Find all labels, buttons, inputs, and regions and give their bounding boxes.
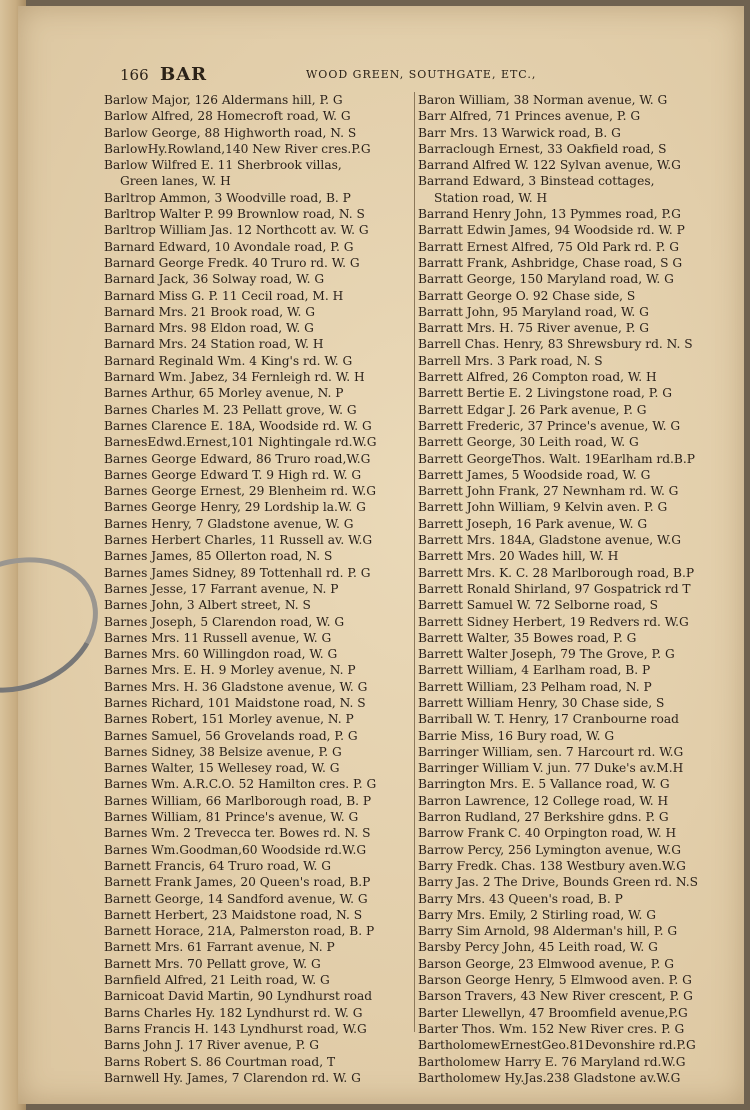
directory-entry: Barnes Arthur, 65 Morley avenue, N. P <box>104 386 344 401</box>
directory-entry: Barrand Edward, 3 Binstead cottages, <box>418 174 655 189</box>
directory-entry: Barron Rudland, 27 Berkshire gdns. P. G <box>418 810 669 825</box>
directory-entry: Barrett Walter, 35 Bowes road, P. G <box>418 630 637 645</box>
directory-entry: Barr Mrs. 13 Warwick road, B. G <box>418 125 621 140</box>
directory-entry: Barrett Mrs. K. C. 28 Marlborough road, B.P <box>418 565 695 580</box>
directory-entry: Barrett Ronald Shirland, 97 Gospatrick rd T <box>418 581 691 596</box>
directory-entry: Barron Lawrence, 12 College road, W. H <box>418 793 669 808</box>
directory-entry: Barnes George Edward, 86 Truro road,W.G <box>104 451 371 466</box>
directory-entry: Barnes Wm. A.R.C.O. 52 Hamilton cres. P. G <box>104 777 377 792</box>
directory-entry: Barns Francis H. 143 Lyndhurst road, W.G <box>104 1021 367 1036</box>
directory-entry: Barrett Mrs. 184A, Gladstone avenue, W.G <box>418 533 682 548</box>
directory-entry: Barnard Reginald Wm. 4 King's rd. W. G <box>104 353 353 368</box>
directory-entry: Barnett Horace, 21A, Palmerston road, B. P <box>104 924 375 939</box>
directory-entry: Green lanes, W. H <box>120 174 231 189</box>
directory-entry: Barnes George Henry, 29 Lordship la.W. G <box>104 500 366 515</box>
directory-entry: Barnwell Hy. James, 7 Clarendon rd. W. G <box>104 1070 361 1085</box>
directory-entry: Barrand Henry John, 13 Pymmes road, P.G <box>418 207 681 222</box>
directory-entry: Barry Sim Arnold, 98 Alderman's hill, P. G <box>418 924 678 939</box>
directory-entry: Baron William, 38 Norman avenue, W. G <box>418 93 668 107</box>
directory-entry: Barnard Wm. Jabez, 34 Fernleigh rd. W. H <box>104 370 365 385</box>
directory-entry: Barrett George, 30 Leith road, W. G <box>418 435 639 450</box>
directory-entry: Barnes Richard, 101 Maidstone road, N. S <box>104 695 366 710</box>
directory-entry: Barnard Jack, 36 Solway road, W. G <box>104 272 325 287</box>
directory-entry: Barnes Mrs. E. H. 9 Morley avenue, N. P <box>104 663 356 678</box>
directory-entry: Barnes James Sidney, 89 Tottenhall rd. P. G <box>104 565 371 580</box>
directory-entry: Barnett Mrs. 70 Pellatt grove, W. G <box>104 956 321 971</box>
directory-entry: Barlow Wilfred E. 11 Sherbrook villas, <box>104 158 342 173</box>
directory-entry: BarlowHy.Rowland,140 New River cres.P.G <box>104 141 371 156</box>
directory-entry: Barrett Samuel W. 72 Selborne road, S <box>418 598 658 613</box>
directory-entry: Barltrop Walter P. 99 Brownlow road, N. S <box>104 207 365 222</box>
directory-entry: Barnes Henry, 7 Gladstone avenue, W. G <box>104 516 354 531</box>
directory-entry: BartholomewErnestGeo.81Devonshire rd.P.G <box>418 1038 696 1053</box>
directory-entry: Barrett William, 4 Earlham road, B. P <box>418 663 651 678</box>
directory-entry: Barrett John Frank, 27 Newnham rd. W. G <box>418 484 679 499</box>
directory-entry: Barlow George, 88 Highworth road, N. S <box>104 125 357 140</box>
directory-entry: Barnes William, 81 Prince's avenue, W. G <box>104 810 359 825</box>
directory-entry: Barratt John, 95 Maryland road, W. G <box>418 304 649 319</box>
directory-entry: Barratt Edwin James, 94 Woodside rd. W. P <box>418 223 685 238</box>
directory-entry: Barnes Mrs. H. 36 Gladstone avenue, W. G <box>104 679 368 694</box>
directory-entry: Barry Fredk. Chas. 138 Westbury aven.W.G <box>418 858 686 873</box>
directory-entry: Barrett Joseph, 16 Park avenue, W. G <box>418 516 648 531</box>
directory-entry: Barson George Henry, 5 Elmwood aven. P. G <box>418 973 692 988</box>
directory-entry: Barraclough Ernest, 33 Oakfield road, S <box>418 141 667 156</box>
directory-entry: Barnes Charles M. 23 Pellatt grove, W. G <box>104 402 357 417</box>
directory-entry: Barter Thos. Wm. 152 New River cres. P. G <box>418 1021 685 1036</box>
directory-entry: Barnicoat David Martin, 90 Lyndhurst road <box>104 989 373 1004</box>
directory-entry: Barnes George Ernest, 29 Blenheim rd. W.G <box>104 484 376 499</box>
directory-entry: Barson Travers, 43 New River crescent, P. G <box>418 989 693 1004</box>
directory-entry: Barrett Sidney Herbert, 19 Redvers rd. W.G <box>418 614 689 629</box>
directory-entry: Barrett GeorgeThos. Walt. 19Earlham rd.B.P <box>418 451 695 466</box>
directory-entry: Bartholomew Hy.Jas.238 Gladstone av.W.G <box>418 1070 681 1085</box>
directory-entry: Barrie Miss, 16 Bury road, W. G <box>418 728 615 743</box>
directory-entry: Bartholomew Harry E. 76 Maryland rd.W.G <box>418 1054 686 1069</box>
directory-entry: Barson George, 23 Elmwood avenue, P. G <box>418 956 674 971</box>
directory-entry: Barringer William, sen. 7 Harcourt rd. W.G <box>418 744 684 759</box>
running-title: WOOD GREEN, SOUTHGATE, ETC., <box>306 68 537 81</box>
directory-entry: Barnard Miss G. P. 11 Cecil road, M. H <box>104 288 344 303</box>
directory-entry: Barter Llewellyn, 47 Broomfield avenue,P.G <box>418 1005 688 1020</box>
column-divider <box>414 92 415 1032</box>
directory-entry: Barrett Mrs. 20 Wades hill, W. H <box>418 549 619 564</box>
directory-entry: Barnes Walter, 15 Wellesey road, W. G <box>104 761 340 776</box>
directory-entry: Barnett Francis, 64 Truro road, W. G <box>104 858 331 873</box>
directory-entry: Barnard Mrs. 98 Eldon road, W. G <box>104 321 314 336</box>
directory-entry: Barns Robert S. 86 Courtman road, T <box>104 1054 336 1069</box>
directory-entry: Barrington Mrs. E. 5 Vallance road, W. G <box>418 777 670 792</box>
directory-entry: Barrett Bertie E. 2 Livingstone road, P. G <box>418 386 672 401</box>
left-column <box>104 92 414 1086</box>
directory-entry: Barnard Edward, 10 Avondale road, P. G <box>104 239 354 254</box>
directory-entry: Barnard George Fredk. 40 Truro rd. W. G <box>104 255 360 270</box>
running-header <box>102 64 662 88</box>
directory-entry: Station road, W. H <box>434 190 548 205</box>
directory-entry: Barnes Mrs. 11 Russell avenue, W. G <box>104 630 332 645</box>
directory-entry: Barnes George Edward T. 9 High rd. W. G <box>104 467 362 482</box>
directory-entry: Barrett Frederic, 37 Prince's avenue, W. G <box>418 418 681 433</box>
right-column <box>418 92 728 1086</box>
directory-entry: Barnes Samuel, 56 Grovelands road, P. G <box>104 728 358 743</box>
directory-entry: Barry Mrs. Emily, 2 Stirling road, W. G <box>418 907 656 922</box>
directory-entry: Barrett Edgar J. 26 Park avenue, P. G <box>418 402 647 417</box>
directory-entry: Barrow Frank C. 40 Orpington road, W. H <box>418 826 677 841</box>
directory-entry: Barr Alfred, 71 Princes avenue, P. G <box>418 109 641 124</box>
directory-entry: Barlow Alfred, 28 Homecroft road, W. G <box>104 109 351 124</box>
page-number: 166 <box>120 66 149 84</box>
directory-entry: Barnes William, 66 Marlborough road, B. P <box>104 793 372 808</box>
directory-entry: Barratt Ernest Alfred, 75 Old Park rd. P. G <box>418 239 679 254</box>
directory-entry: Barnett Frank James, 20 Queen's road, B.P <box>104 875 371 890</box>
directory-entry: Barrett John William, 9 Kelvin aven. P. G <box>418 500 668 515</box>
directory-entry: Barrett Walter Joseph, 79 The Grove, P. G <box>418 647 675 662</box>
directory-entry: Barriball W. T. Henry, 17 Cranbourne road <box>418 712 679 727</box>
directory-entry: Barry Jas. 2 The Drive, Bounds Green rd. N.S <box>418 875 698 890</box>
directory-entry: Barns Charles Hy. 182 Lyndhurst rd. W. G <box>104 1005 363 1020</box>
directory-entry: Barnett George, 14 Sandford avenue, W. G <box>104 891 368 906</box>
directory-entry: Barns John J. 17 River avenue, P. G <box>104 1038 319 1053</box>
directory-entry: Barrett William Henry, 30 Chase side, S <box>418 695 665 710</box>
directory-entry: Barlow Major, 126 Aldermans hill, P. G <box>104 93 343 107</box>
directory-entry: Barry Mrs. 43 Queen's road, B. P <box>418 891 623 906</box>
directory-entry: Barnes Joseph, 5 Clarendon road, W. G <box>104 614 345 629</box>
directory-entry: Barrett Alfred, 26 Compton road, W. H <box>418 370 657 385</box>
directory-entry: Barrett William, 23 Pelham road, N. P <box>418 679 652 694</box>
directory-entry: Barrell Chas. Henry, 83 Shrewsbury rd. N. S <box>418 337 693 352</box>
directory-entry: Barratt Mrs. H. 75 River avenue, P. G <box>418 321 649 336</box>
directory-entry: Barrell Mrs. 3 Park road, N. S <box>418 353 603 368</box>
directory-entry: Barltrop William Jas. 12 Northcott av. W. G <box>104 223 369 238</box>
directory-entry: Barratt Frank, Ashbridge, Chase road, S G <box>418 255 683 270</box>
directory-entry: Barnes Robert, 151 Morley avenue, N. P <box>104 712 354 727</box>
directory-entry: Barratt George O. 92 Chase side, S <box>418 288 636 303</box>
headword: BAR <box>160 64 208 85</box>
directory-entry: Barrow Percy, 256 Lymington avenue, W.G <box>418 842 682 857</box>
directory-entry: Barnard Mrs. 24 Station road, W. H <box>104 337 324 352</box>
directory-entry: Barnes Clarence E. 18A, Woodside rd. W. G <box>104 418 372 433</box>
directory-entry: Barltrop Ammon, 3 Woodville road, B. P <box>104 190 351 205</box>
directory-entry: Barratt George, 150 Maryland road, W. G <box>418 272 674 287</box>
directory-entry: BarnesEdwd.Ernest,101 Nightingale rd.W.G <box>104 435 377 450</box>
directory-entry: Barrett James, 5 Woodside road, W. G <box>418 467 651 482</box>
directory-entry: Barnard Mrs. 21 Brook road, W. G <box>104 304 315 319</box>
directory-entry: Barnes Wm.Goodman,60 Woodside rd.W.G <box>104 842 367 857</box>
directory-entry: Barringer William V. jun. 77 Duke's av.M.H <box>418 761 684 776</box>
directory-entry: Barnes Sidney, 38 Belsize avenue, P. G <box>104 744 342 759</box>
directory-entry: Barnett Herbert, 23 Maidstone road, N. S <box>104 907 363 922</box>
directory-entry: Barnes Mrs. 60 Willingdon road, W. G <box>104 647 338 662</box>
directory-entry: Barnes Herbert Charles, 11 Russell av. W.G <box>104 533 373 548</box>
directory-entry: Barnes James, 85 Ollerton road, N. S <box>104 549 333 564</box>
directory-entry: Barrand Alfred W. 122 Sylvan avenue, W.G <box>418 158 681 173</box>
directory-entry: Barnes Wm. 2 Trevecca ter. Bowes rd. N. S <box>104 826 371 841</box>
directory-entry: Barnett Mrs. 61 Farrant avenue, N. P <box>104 940 335 955</box>
directory-entry: Barnes John, 3 Albert street, N. S <box>104 598 311 613</box>
directory-entry: Barnes Jesse, 17 Farrant avenue, N. P <box>104 581 339 596</box>
directory-entry: Barnfield Alfred, 21 Leith road, W. G <box>104 973 330 988</box>
directory-entry: Barsby Percy John, 45 Leith road, W. G <box>418 940 658 955</box>
